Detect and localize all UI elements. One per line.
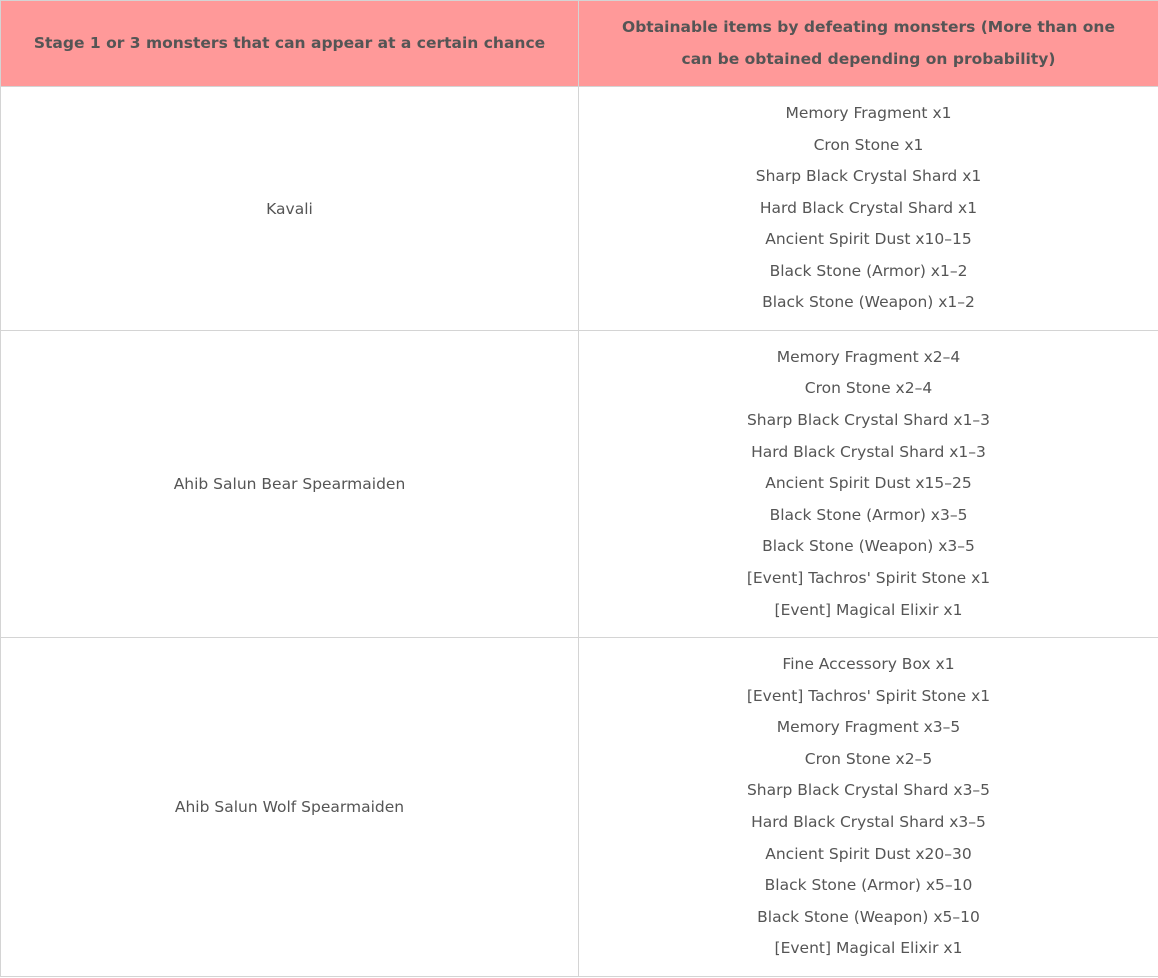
monster-name-cell: Ahib Salun Bear Spearmaiden: [1, 331, 579, 638]
items-cell: [579, 331, 1158, 638]
item-line: [Event] Tachros' Spirit Stone x1: [746, 686, 991, 705]
item-line: Hard Black Crystal Shard x3–5: [751, 813, 986, 831]
item-line: Sharp Black Crystal Shard x3–5: [746, 781, 991, 800]
item-line: Black Stone (Armor) x1–2: [769, 261, 968, 280]
item-line: Ancient Spirit Dust x15–25: [765, 474, 972, 493]
table-header-row: [1, 1, 1158, 87]
header-items: Obtainable items by defeating monsters (More than one can be obtained depending on probability): [579, 1, 1158, 87]
items-cell: [579, 638, 1158, 977]
item-line: Ancient Spirit Dust x10–15: [765, 230, 972, 249]
item-line: Cron Stone x1: [813, 135, 924, 154]
item-line: Hard Black Crystal Shard x1: [759, 198, 978, 217]
item-line: Black Stone (Weapon) x5–10: [757, 907, 980, 926]
item-line: Sharp Black Crystal Shard x1–3: [746, 411, 991, 430]
item-line: [Event] Tachros' Spirit Stone x1: [746, 568, 991, 587]
item-line: Memory Fragment x3–5: [776, 718, 961, 737]
item-line: Memory Fragment x2–4: [776, 347, 961, 366]
table-row: [1, 638, 1158, 977]
item-line: Black Stone (Weapon) x1–2: [762, 293, 975, 312]
item-line: Cron Stone x2–5: [804, 749, 933, 768]
item-line: [Event] Magical Elixir x1: [774, 600, 963, 619]
item-line: Memory Fragment x1: [785, 103, 952, 122]
item-line: Cron Stone x2–4: [804, 379, 933, 398]
item-line: Hard Black Crystal Shard x1–3: [751, 442, 986, 461]
items-cell: [579, 87, 1158, 331]
item-line: Black Stone (Weapon) x3–5: [762, 537, 975, 556]
header-monster: Stage 1 or 3 monsters that can appear at a certain chance: [1, 1, 579, 87]
table-row: [1, 87, 1158, 331]
item-line: Sharp Black Crystal Shard x1: [755, 167, 982, 186]
item-line: Ancient Spirit Dust x20–30: [765, 844, 972, 863]
monster-name-cell: Kavali: [1, 87, 579, 331]
table-row: [1, 331, 1158, 638]
monster-name-cell: Ahib Salun Wolf Spearmaiden: [1, 638, 579, 977]
item-line: Fine Accessory Box x1: [782, 655, 955, 674]
item-line: [Event] Magical Elixir x1: [774, 939, 963, 958]
item-line: Black Stone (Armor) x5–10: [764, 876, 973, 895]
item-line: Black Stone (Armor) x3–5: [769, 505, 968, 524]
